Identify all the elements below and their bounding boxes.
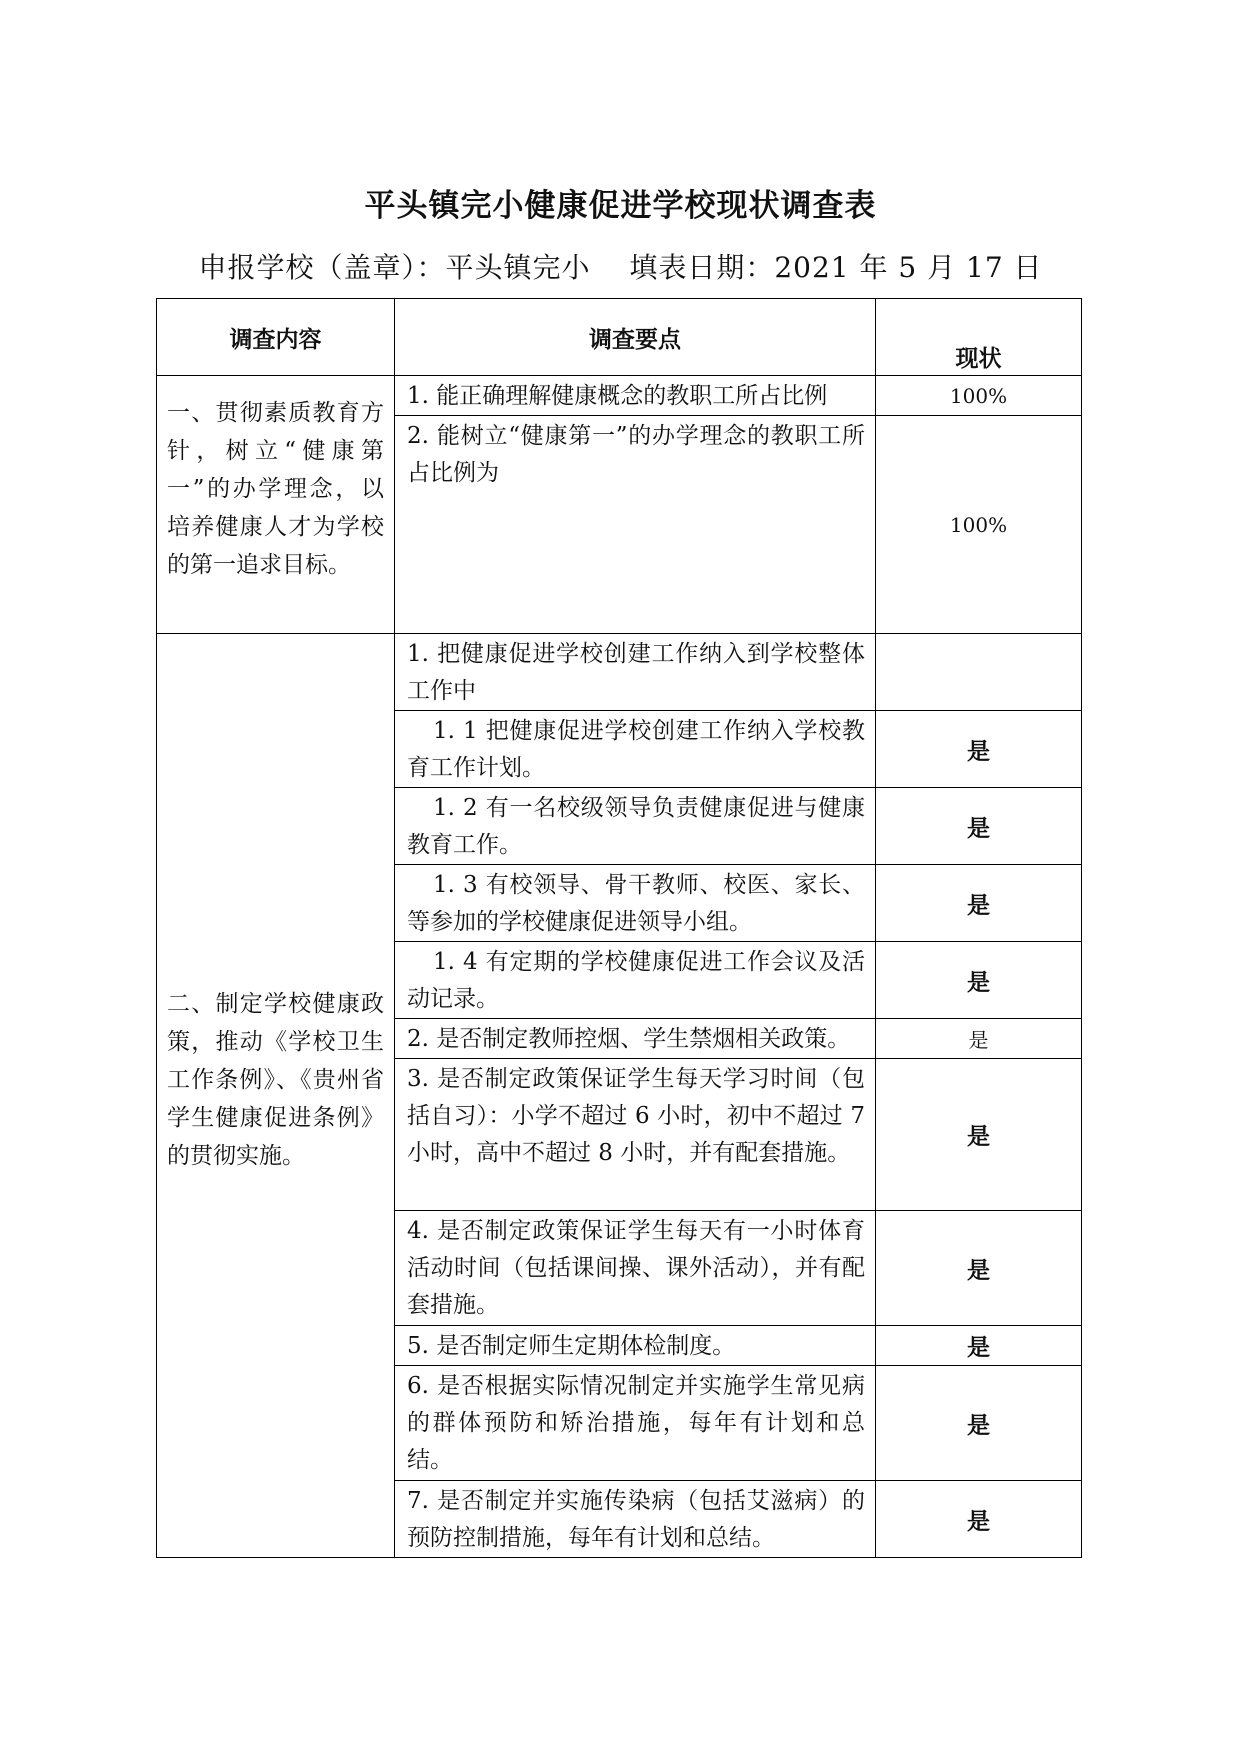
table-row bbox=[157, 376, 1082, 416]
header-category: 调查内容 bbox=[157, 299, 395, 376]
section2-category-text: 二、制定学校健康政策，推动《学校卫生工作条例》、《贵州省学生健康促进条例》的贯彻实施。 bbox=[167, 990, 384, 1169]
section2-point-3: 3. 是否制定政策保证学生每天学习时间（包括自习）：小学不超过 6 小时，初中不超过 7 小时，高中不超过 8 小时，并有配套措施。 bbox=[395, 1059, 876, 1211]
section2-status-1-2: 是 bbox=[876, 788, 1082, 865]
section2-point-1-2: 1. 2 有一名校级领导负责健康促进与健康教育工作。 bbox=[395, 788, 876, 865]
section2-status-1 bbox=[876, 634, 1082, 711]
section1-status-2: 100% bbox=[876, 416, 1082, 634]
section2-point-1-1: 1. 1 把健康促进学校创建工作纳入学校教育工作计划。 bbox=[395, 711, 876, 788]
section2-point-6: 6. 是否根据实际情况制定并实施学生常见病的群体预防和矫治措施，每年有计划和总结。 bbox=[395, 1366, 876, 1481]
section2-status-3: 是 bbox=[876, 1059, 1082, 1211]
section2-status-1-4: 是 bbox=[876, 942, 1082, 1019]
section2-status-6: 是 bbox=[876, 1366, 1082, 1481]
section2-status-4: 是 bbox=[876, 1211, 1082, 1326]
section1-status-1: 100% bbox=[876, 376, 1082, 416]
section2-point-4: 4. 是否制定政策保证学生每天有一小时体育活动时间（包括课间操、课外活动），并有配套措施。 bbox=[395, 1211, 876, 1326]
section2-status-1-1: 是 bbox=[876, 711, 1082, 788]
section2-point-5: 5. 是否制定师生定期体检制度。 bbox=[395, 1326, 876, 1366]
section1-category bbox=[157, 376, 395, 634]
section2-point-1-4: 1. 4 有定期的学校健康促进工作会议及活动记录。 bbox=[395, 942, 876, 1019]
section2-status-1-3: 是 bbox=[876, 865, 1082, 942]
section1-point-2: 2. 能树立“健康第一”的办学理念的教职工所占比例为 bbox=[395, 416, 876, 634]
section2-point-1: 1. 把健康促进学校创建工作纳入到学校整体工作中 bbox=[395, 634, 876, 711]
section2-status-2: 是 bbox=[876, 1019, 1082, 1059]
document-subtitle: 申报学校（盖章）：平头镇完小 填表日期：2021 年 5 月 17 日 bbox=[198, 251, 1043, 284]
survey-table bbox=[156, 298, 1082, 1558]
section2-point-1-3: 1. 3 有校领导、骨干教师、校医、家长、等参加的学校健康促进领导小组。 bbox=[395, 865, 876, 942]
document-title: 平头镇完小健康促进学校现状调查表 bbox=[364, 188, 877, 224]
section2-point-7: 7. 是否制定并实施传染病（包括艾滋病）的预防控制措施，每年有计划和总结。 bbox=[395, 1481, 876, 1558]
section2-point-2: 2. 是否制定教师控烟、学生禁烟相关政策。 bbox=[395, 1019, 876, 1059]
header-points: 调查要点 bbox=[395, 299, 876, 376]
section1-point-1: 1. 能正确理解健康概念的教职工所占比例 bbox=[395, 376, 876, 416]
section2-status-7: 是 bbox=[876, 1481, 1082, 1558]
header-status: 现状 bbox=[876, 299, 1082, 376]
section2-status-5: 是 bbox=[876, 1326, 1082, 1366]
section2-category bbox=[157, 634, 395, 1558]
table-row bbox=[157, 634, 1082, 711]
section1-category-text: 一、贯彻素质教育方针，树立“健康第一”的办学理念，以培养健康人才为学校的第一追求目标。 bbox=[167, 399, 384, 578]
header-row bbox=[157, 299, 1082, 376]
